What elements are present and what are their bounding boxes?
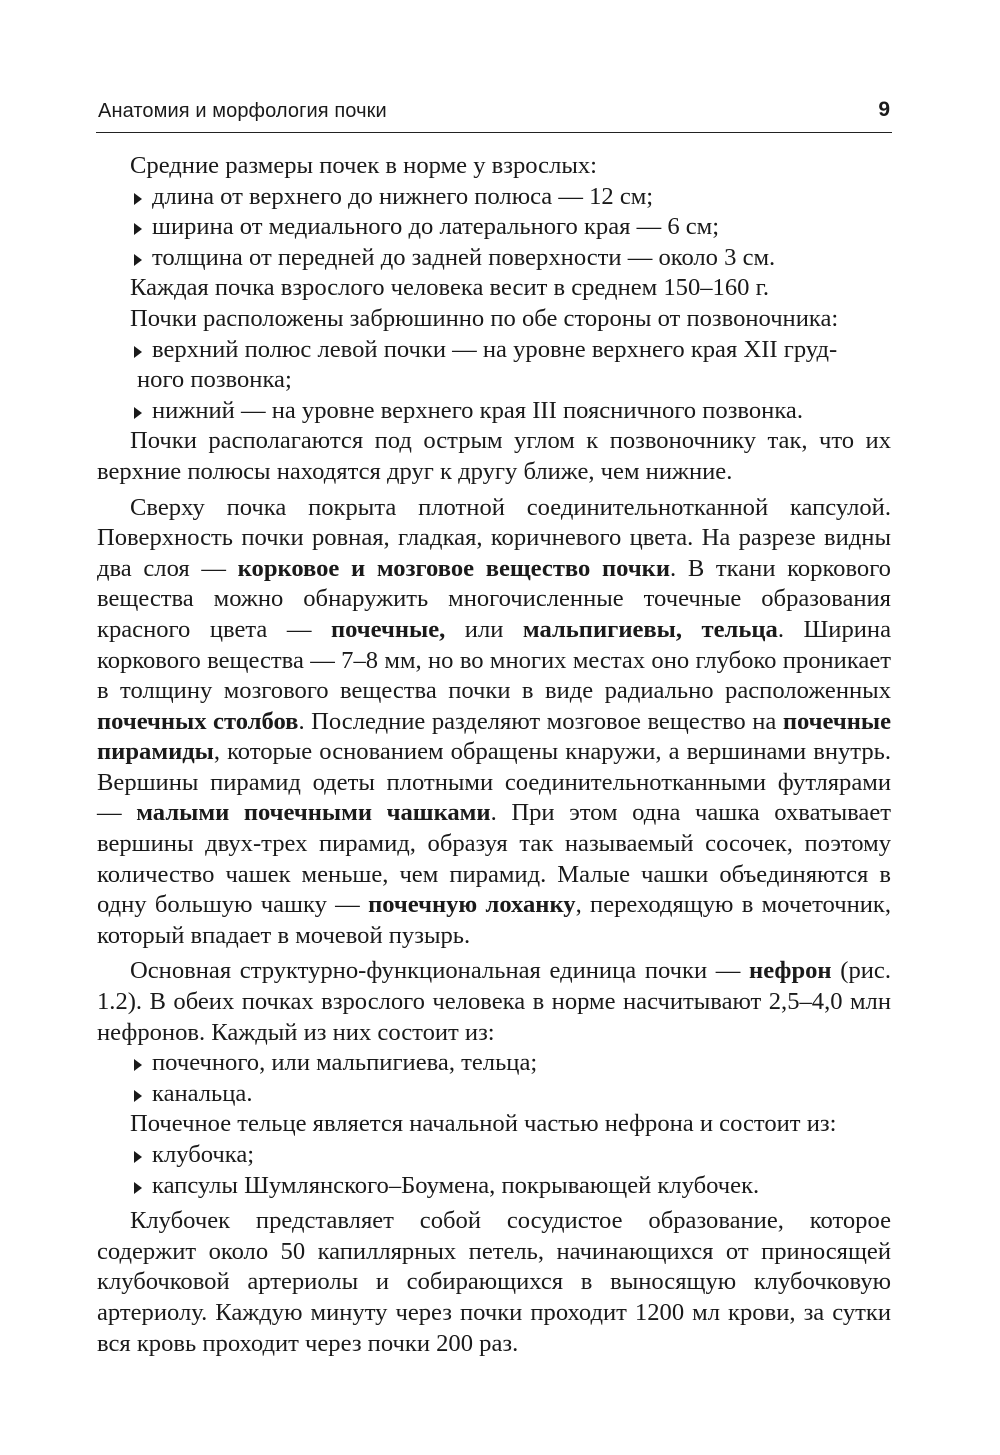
bullet-icon	[134, 193, 142, 205]
bullet-icon	[134, 1090, 142, 1102]
bullet-icon	[134, 1182, 142, 1194]
bullet-icon	[134, 1059, 142, 1071]
list-item: верхний полюс левой почки — на уровне верхнего края XII груд- ного позвонка;	[97, 335, 891, 396]
bullet-icon	[134, 407, 142, 419]
term-bold: мальпигиевы, тельца	[522, 615, 778, 643]
bullet-icon	[134, 254, 142, 266]
list-item: толщина от передней до задней поверхности — около 3 см.	[97, 243, 891, 274]
term-bold: почечные,	[330, 615, 446, 643]
bullet-icon	[134, 346, 142, 358]
list-item: капсулы Шумлянского–Боумена, покрывающей клубочек.	[97, 1171, 891, 1202]
term-bold: корковое и мозговое вещество почки	[237, 554, 671, 582]
list-item: нижний — на уровне верхнего края III поясничного позвонка.	[97, 396, 891, 427]
term-bold: нефрон	[749, 957, 832, 985]
term-bold: малыми почечными чашками	[136, 799, 491, 827]
list-item: клубочка;	[97, 1140, 891, 1171]
term-bold: почечных столбов	[97, 707, 299, 735]
list-item: канальца.	[97, 1079, 891, 1110]
bullet-icon	[134, 223, 142, 235]
angle-paragraph: Почки располагаются под острым углом к позвоночнику так, что их верхние полюсы находятся друг к другу ближе, чем нижние.	[97, 427, 891, 485]
page-number: 9	[878, 98, 890, 121]
term-bold: почечные пирамиды	[97, 707, 892, 766]
glomerulus-paragraph: Клубочек представляет собой сосудистое образование, которое содержит около 50 капиллярных петель, начинающихся от приносящей клубочковой артериолы и собирающихся в выносящую клубочковую артериолу. Каждую минуту через почки проходит 1200 мл крови, за сутки вся кровь проходит через почки 200 раз.	[97, 1207, 891, 1357]
list-item: длина от верхнего до нижнего полюса — 12 см;	[97, 182, 891, 213]
capsule-paragraph: Сверху почка покрыта плотной соединительнотканной капсулой. Поверхность почки ровная, гладкая, коричневого цвета. На разрезе видны два слоя — корковое и мозговое вещество почки. В ткани коркового вещества можно обнаружить многочисленные точечные образования красного цвета — почечные, или мальпигиевы, тельца. Ширина коркового вещества — 7–8 мм, но во многих местах оно глубоко проникает в толщину мозгового вещества почки в виде радиально расположенных почечных столбов. Последние разделяют мозговое вещество на почечные пирамиды, которые основанием обращены кнаружи, а вершинами внутрь. Вершины пирамид одеты плотными соединительнотканными футлярами — малыми почечными чашками. При этом одна чашка охватывает вершины двух-трех пирамид, образуя так называемый сосочек, поэтому количество чашек меньше, чем пирамид. Малые чашки объединяются в одну большую чашку — почечную лоханку, переходящую в мочеточник, который впадает в мочевой пузырь.	[97, 493, 892, 949]
list-item: ширина от медиального до латерального края — 6 см;	[97, 212, 891, 243]
bullet-icon	[134, 1151, 142, 1163]
weight-paragraph: Каждая почка взрослого человека весит в среднем 150–160 г.	[130, 274, 770, 302]
running-header	[96, 96, 892, 133]
sizes-intro: Средние размеры почек в норме у взрослых:	[130, 152, 598, 179]
term-bold: почечную лоханку	[368, 891, 576, 919]
location-intro: Почки расположены забрюшинно по обе стороны от позвоночника:	[130, 304, 839, 332]
page-body	[97, 151, 891, 1359]
corpuscle-intro: Почечное тельце является начальной частью нефрона и состоит из:	[130, 1110, 837, 1138]
chapter-title: Анатомия и морфология почки	[98, 100, 387, 122]
list-item: почечного, или мальпигиева, тельца;	[97, 1048, 891, 1079]
nephron-paragraph: Основная структурно-функциональная единица почки — нефрон (рис. 1.2). В обеих почках взрослого человека в норме насчитывают 2,5–4,0 млн нефронов. Каждый из них состоит из:	[97, 957, 891, 1046]
